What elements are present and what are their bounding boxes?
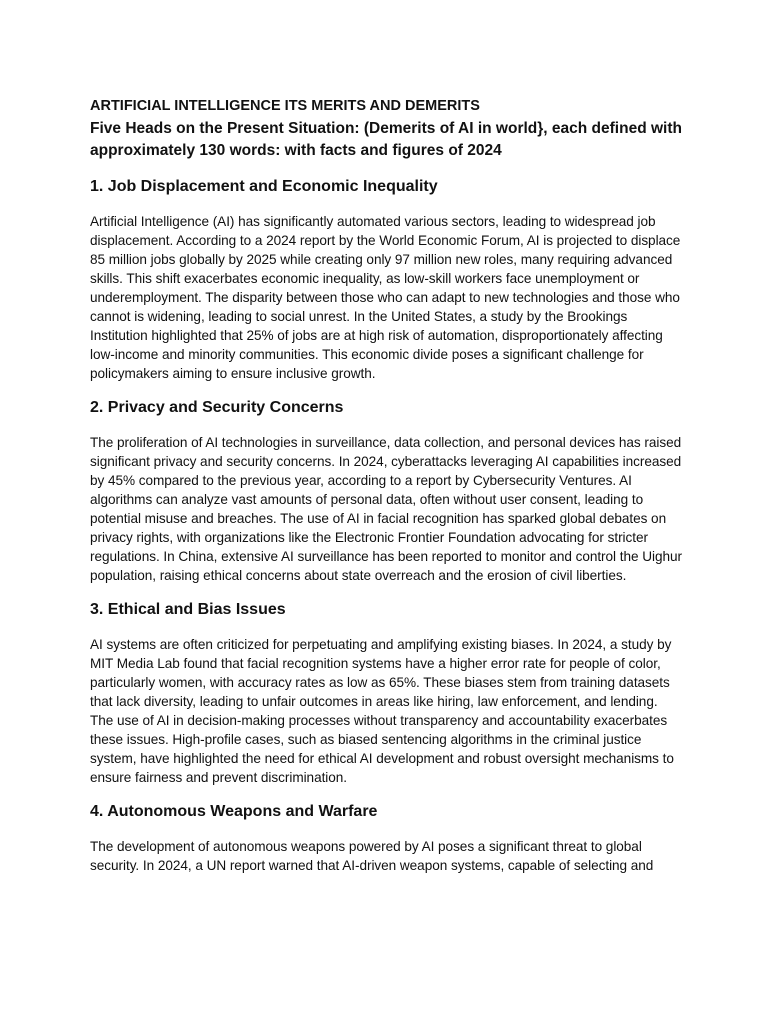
section-body: The proliferation of AI technologies in surveillance, data collection, and personal devices has raised significant privacy and security concerns. In 2024, cyberattacks leveraging AI capabilities increased by 45% compared to the previous year, according to a report by Cybersecurity Ventures. AI algorithms can analyze vast amounts of personal data, often without user consent, leading to potential misuse and breaches. The use of AI in facial recognition has sparked global debates on privacy rights, with organizations like the Electronic Frontier Foundation advocating for stricter regulations. In China, extensive AI surveillance has been reported to monitor and control the Uighur population, raising ethical concerns about state overreach and the erosion of civil liberties. [90,435,682,583]
document-title: ARTIFICIAL INTELLIGENCE ITS MERITS AND DEMERITS [90,98,480,114]
section-autonomous-weapons [90,801,682,875]
section-heading: 2. Privacy and Security Concerns [90,399,344,416]
section-privacy-security [90,397,682,585]
section-job-displacement [90,176,682,383]
section-heading: 3. Ethical and Bias Issues [90,601,286,618]
section-body: The development of autonomous weapons powered by AI poses a significant threat to global security. In 2024, a UN report warned that AI-driven weapon systems, capable of selecting and [90,839,654,873]
section-body: AI systems are often criticized for perpetuating and amplifying existing biases. In 2024, a study by MIT Media Lab found that facial recognition systems have a higher error rate for people of color, particularly women, with accuracy rates as low as 65%. These biases stem from training datasets that lack diversity, leading to unfair outcomes in areas like hiring, law enforcement, and lending. The use of AI in decision-making processes without transparency and accountability exacerbates these issues. High-profile cases, such as biased sentencing algorithms in the criminal justice system, have highlighted the need for ethical AI development and robust oversight mechanisms to ensure fairness and prevent discrimination. [90,637,674,785]
section-ethical-bias [90,599,682,787]
section-heading: 4. Autonomous Weapons and Warfare [90,803,378,820]
document-page [90,96,682,875]
section-heading: 1. Job Displacement and Economic Inequality [90,178,438,195]
section-body: Artificial Intelligence (AI) has significantly automated various sectors, leading to widespread job displacement. According to a 2024 report by the World Economic Forum, AI is projected to displace 85 million jobs globally by 2025 while creating only 97 million new roles, many requiring advanced skills. This shift exacerbates economic inequality, as low-skill workers face unemployment or underemployment. The disparity between those who can adapt to new technologies and those who cannot is widening, leading to social unrest. In the United States, a study by the Brookings Institution highlighted that 25% of jobs are at high risk of automation, disproportionately affecting low-income and minority communities. This economic divide poses a significant challenge for policymakers aiming to ensure inclusive growth. [90,214,681,381]
document-subtitle: Five Heads on the Present Situation: (Demerits of AI in world}, each defined with approximately 130 words: with facts and figures of 2024 [90,120,682,159]
